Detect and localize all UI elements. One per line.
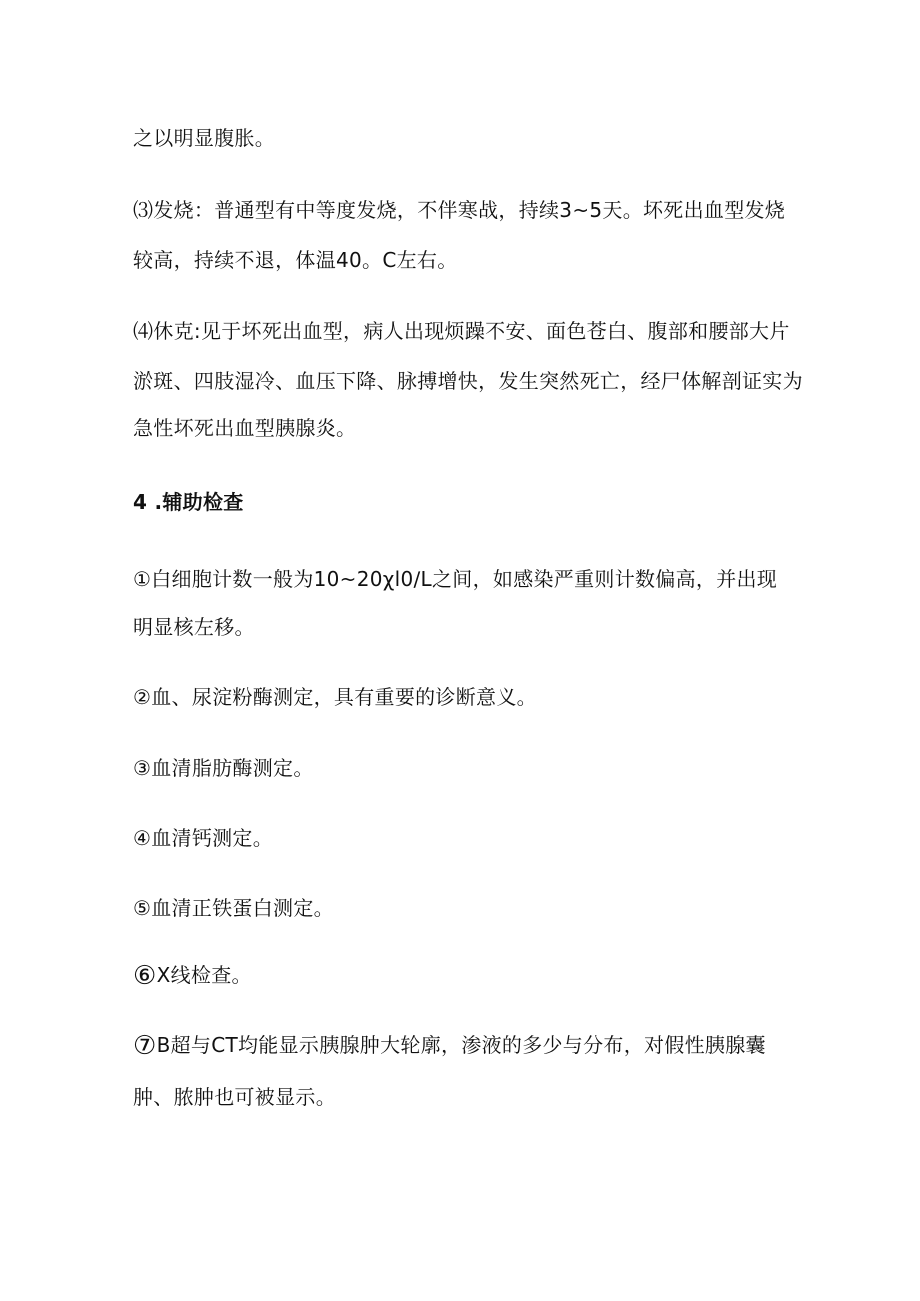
item-6-line [133, 961, 252, 990]
fever-line-2: 较高，持续不退，体温40。C左右。 [133, 248, 458, 272]
item-7-line-1 [133, 1031, 766, 1060]
shock-line-2: 淤斑、四肢湿冷、血压下降、脉搏增快，发生突然死亡，经尸体解剖证实为 [133, 369, 803, 393]
section-heading: 4 .辅助检查 [133, 490, 244, 514]
item-4-line: ④血清钙测定。 [133, 826, 274, 850]
item-7-line-2: 肿、脓肿也可被显示。 [133, 1085, 336, 1109]
item-2-line: ②血、尿淀粉酶测定，具有重要的诊断意义。 [133, 685, 537, 709]
item-1-line-1: ①白细胞计数一般为10~20χl0∕L之间，如感染严重则计数偏高，并出现 [133, 567, 778, 591]
item-5-line: ⑤血清正铁蛋白测定。 [133, 896, 334, 920]
shock-line-3: 急性坏死出血型胰腺炎。 [133, 416, 357, 440]
item-7-text: B超与CT均能显示胰腺肿大轮廓，渗液的多少与分布，对假性胰腺囊 [156, 1033, 766, 1057]
item-1-line-2: 明显核左移。 [133, 615, 255, 639]
item-3-line: ③血清脂肪酶测定。 [133, 756, 314, 780]
item-6-text: X线检查。 [156, 963, 252, 987]
paragraph-1-line-1: 之以明显腹胀。 [133, 126, 276, 150]
item-7-marker: ⑦ [133, 1031, 157, 1061]
fever-line-1: ⑶发烧：普通型有中等度发烧，不伴寒战，持续3~5天。坏死出血型发烧 [133, 198, 786, 222]
item-6-marker: ⑥ [133, 961, 157, 991]
shock-line-1: ⑷休克:见于坏死出血型，病人出现烦躁不安、面色苍白、腹部和腰部大片 [133, 319, 790, 343]
